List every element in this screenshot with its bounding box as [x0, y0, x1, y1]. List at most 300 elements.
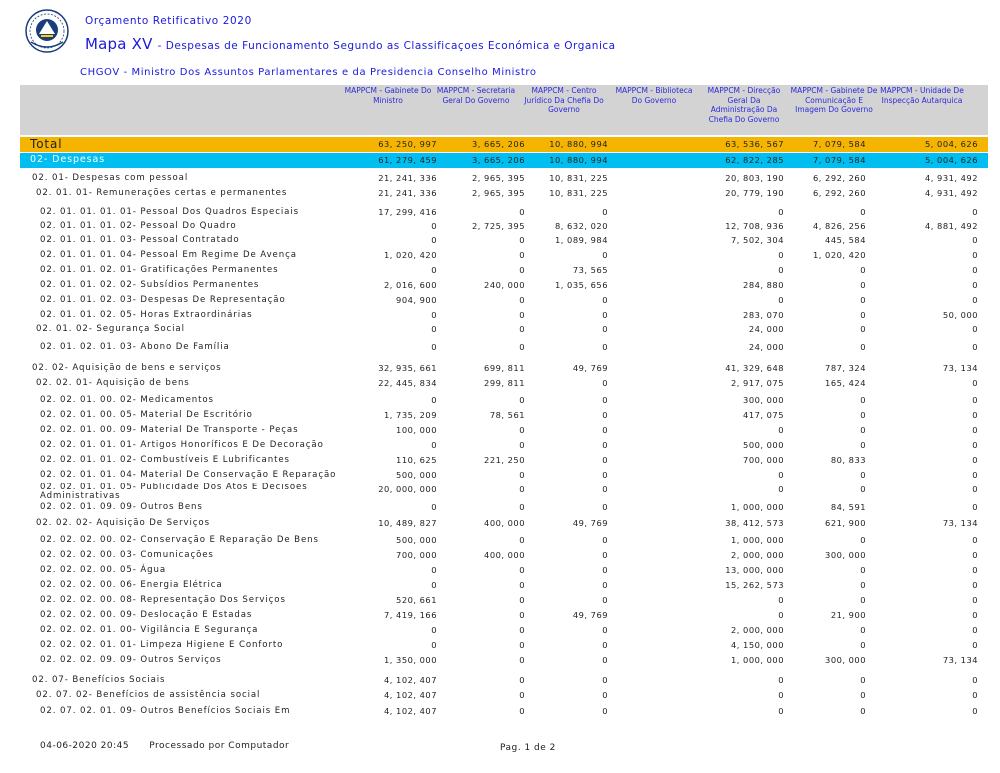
- value-cell: 21, 900: [830, 610, 866, 620]
- value-cell: 4, 150, 000: [730, 640, 784, 650]
- value-cell: 0: [519, 250, 525, 260]
- value-cell: 0: [972, 595, 978, 605]
- column-header: MAPPCM - Biblioteca Do Governo: [615, 86, 693, 105]
- row-label: 02. 02. 01- Aquisição de bens: [36, 378, 190, 388]
- row-label: 02. 02. 01. 01. 04- Material De Conservação E Reparação: [40, 470, 337, 480]
- value-cell: 1, 035, 656: [554, 280, 608, 290]
- value-cell: 0: [860, 640, 866, 650]
- column-header: MAPPCM - Centro Jurídico Da Chefia Do Governo: [524, 86, 604, 114]
- value-cell: 0: [972, 410, 978, 420]
- table-row: [20, 500, 988, 514]
- row-label: 02. 02. 02. 09. 09- Outros Serviços: [40, 655, 222, 665]
- value-cell: 0: [519, 235, 525, 245]
- table-row: [20, 308, 988, 322]
- row-label: 02. 01. 01. 02. 01- Gratificações Permanentes: [40, 265, 279, 275]
- row-label: 02. 01- Despesas com pessoal: [32, 173, 189, 183]
- table-row: [20, 453, 988, 467]
- value-cell: 0: [860, 484, 866, 494]
- row-label: 02. 02. 02. 00. 02- Conservação E Reparação De Bens: [40, 535, 319, 545]
- value-cell: 0: [860, 395, 866, 405]
- value-cell: 0: [519, 595, 525, 605]
- value-cell: 1, 000, 000: [730, 535, 784, 545]
- value-cell: 0: [860, 440, 866, 450]
- value-cell: 0: [860, 265, 866, 275]
- row-label: 02. 07- Benefícios Sociais: [32, 675, 166, 685]
- table-row: [20, 533, 988, 547]
- table-row: [20, 704, 988, 718]
- value-cell: 0: [972, 324, 978, 334]
- value-cell: 0: [431, 625, 437, 635]
- value-cell: 21, 241, 336: [378, 188, 437, 198]
- row-label: 02. 02. 02. 00. 03- Comunicações: [40, 550, 214, 560]
- value-cell: 0: [778, 675, 784, 685]
- row-label: 02. 02. 02. 00. 08- Representação Dos Serviços: [40, 595, 286, 605]
- value-cell: 300, 000: [743, 395, 784, 405]
- value-cell: 0: [602, 207, 608, 217]
- value-cell: 61, 279, 459: [378, 155, 437, 165]
- value-cell: 0: [972, 625, 978, 635]
- value-cell: 0: [602, 595, 608, 605]
- value-cell: 0: [778, 470, 784, 480]
- value-cell: 5, 004, 626: [924, 155, 978, 165]
- coat-of-arms-logo: [24, 8, 70, 54]
- row-label: 02. 02. 02. 00. 05- Água: [40, 565, 167, 575]
- value-cell: 7, 502, 304: [730, 235, 784, 245]
- value-cell: 0: [431, 342, 437, 352]
- value-cell: 80, 833: [830, 455, 866, 465]
- value-cell: 0: [519, 580, 525, 590]
- row-label: 02. 02. 02. 00. 06- Energia Elétrica: [40, 580, 223, 590]
- value-cell: 0: [860, 470, 866, 480]
- value-cell: 221, 250: [484, 455, 525, 465]
- organization-line: CHGOV - Ministro Dos Assuntos Parlamentares e da Presidencia Conselho Ministro: [80, 67, 537, 78]
- table-row: [20, 482, 988, 500]
- value-cell: 299, 811: [484, 378, 525, 388]
- row-label: 02. 02. 02. 00. 09- Deslocação E Estadas: [40, 610, 253, 620]
- value-cell: 0: [602, 484, 608, 494]
- value-cell: 22, 445, 834: [378, 378, 437, 388]
- row-label: 02. 01. 01. 02. 03- Despesas De Representação: [40, 295, 286, 305]
- table-row: [20, 578, 988, 592]
- value-cell: 0: [602, 565, 608, 575]
- value-cell: 24, 000: [748, 324, 784, 334]
- value-cell: 0: [519, 675, 525, 685]
- value-cell: 400, 000: [484, 550, 525, 560]
- value-cell: 0: [519, 640, 525, 650]
- value-cell: 0: [602, 625, 608, 635]
- value-cell: 0: [602, 250, 608, 260]
- value-cell: 0: [519, 565, 525, 575]
- table-row: [20, 638, 988, 652]
- value-cell: 0: [860, 580, 866, 590]
- table-row: [20, 361, 988, 375]
- value-cell: 0: [972, 207, 978, 217]
- row-label: 02. 02. 01. 00. 05- Material De Escritório: [40, 410, 253, 420]
- row-label: 02. 01. 02. 01. 03- Abono De Família: [40, 342, 230, 352]
- value-cell: 2, 725, 395: [471, 221, 525, 231]
- value-cell: 0: [778, 610, 784, 620]
- value-cell: 1, 089, 984: [554, 235, 608, 245]
- value-cell: 0: [602, 455, 608, 465]
- value-cell: 1, 735, 209: [383, 410, 437, 420]
- table-row: [20, 548, 988, 562]
- value-cell: 700, 000: [396, 550, 437, 560]
- value-cell: 0: [431, 235, 437, 245]
- value-cell: 4, 102, 407: [383, 690, 437, 700]
- value-cell: 621, 900: [825, 518, 866, 528]
- table-row: [20, 608, 988, 622]
- value-cell: 12, 708, 936: [725, 221, 784, 231]
- table-row: [20, 623, 988, 637]
- value-cell: 0: [972, 425, 978, 435]
- table-row: [20, 186, 988, 200]
- value-cell: 20, 803, 190: [725, 173, 784, 183]
- table-row: [20, 293, 988, 307]
- value-cell: 300, 000: [825, 655, 866, 665]
- value-cell: 0: [519, 484, 525, 494]
- value-cell: 0: [519, 440, 525, 450]
- value-cell: 4, 102, 407: [383, 675, 437, 685]
- table-row: [20, 673, 988, 687]
- table-row: [20, 408, 988, 422]
- value-cell: 49, 769: [572, 610, 608, 620]
- value-cell: 7, 079, 584: [812, 155, 866, 165]
- value-cell: 50, 000: [942, 310, 978, 320]
- row-label: 02. 02. 02. 01. 01- Limpeza Higiene E Conforto: [40, 640, 284, 650]
- value-cell: 0: [860, 324, 866, 334]
- value-cell: 0: [602, 502, 608, 512]
- row-label: 02. 02. 01. 01. 02- Combustíveis E Lubrificantes: [40, 455, 290, 465]
- value-cell: 3, 665, 206: [471, 139, 525, 149]
- value-cell: 0: [602, 690, 608, 700]
- row-label: 02. 01. 01. 02. 05- Horas Extraordinárias: [40, 310, 253, 320]
- row-label: 02. 01. 01. 01. 04- Pessoal Em Regime De Avença: [40, 250, 297, 260]
- value-cell: 0: [972, 690, 978, 700]
- value-cell: 0: [778, 484, 784, 494]
- value-cell: 0: [778, 706, 784, 716]
- value-cell: 0: [972, 484, 978, 494]
- value-cell: 73, 134: [942, 518, 978, 528]
- table-row: [20, 688, 988, 702]
- value-cell: 0: [519, 535, 525, 545]
- column-header: MAPPCM - Secretaria Geral Do Governo: [436, 86, 516, 105]
- value-cell: 2, 917, 075: [730, 378, 784, 388]
- value-cell: 7, 079, 584: [812, 139, 866, 149]
- value-cell: 904, 900: [396, 295, 437, 305]
- value-cell: 0: [972, 342, 978, 352]
- value-cell: 0: [972, 455, 978, 465]
- footer-processed: Processado por Computador: [149, 741, 290, 751]
- row-label: 02. 01. 01. 01. 03- Pessoal Contratado: [40, 235, 240, 245]
- table-row: [20, 423, 988, 437]
- value-cell: 10, 831, 225: [549, 173, 608, 183]
- value-cell: 0: [602, 310, 608, 320]
- value-cell: 0: [860, 342, 866, 352]
- row-label: 02. 02. 02- Aquisição De Serviços: [36, 518, 210, 528]
- value-cell: 8, 632, 020: [554, 221, 608, 231]
- value-cell: 445, 584: [825, 235, 866, 245]
- value-cell: 0: [972, 610, 978, 620]
- value-cell: 0: [778, 295, 784, 305]
- value-cell: 0: [860, 535, 866, 545]
- value-cell: 0: [972, 565, 978, 575]
- value-cell: 0: [602, 640, 608, 650]
- value-cell: 0: [778, 690, 784, 700]
- table-row: [20, 438, 988, 452]
- table-row: [20, 340, 988, 354]
- value-cell: 0: [972, 535, 978, 545]
- value-cell: 2, 000, 000: [730, 550, 784, 560]
- value-cell: 0: [519, 690, 525, 700]
- row-label: 02. 07. 02- Benefícios de assistência social: [36, 690, 261, 700]
- column-header: MAPPCM - Gabinete De Comunicação E Imagem Do Governo: [790, 86, 878, 114]
- value-cell: 0: [860, 310, 866, 320]
- value-cell: 62, 822, 285: [725, 155, 784, 165]
- budget-title: Orçamento Retificativo 2020: [85, 15, 252, 27]
- value-cell: 1, 020, 420: [383, 250, 437, 260]
- value-cell: 0: [519, 395, 525, 405]
- row-label: 02. 07. 02. 01. 09- Outros Benefícios Sociais Em: [40, 706, 291, 716]
- value-cell: 63, 250, 997: [378, 139, 437, 149]
- value-cell: 0: [602, 425, 608, 435]
- mapa-heading: [85, 34, 616, 53]
- page-number: Pag. 1 de 2: [500, 743, 556, 753]
- value-cell: 700, 000: [743, 455, 784, 465]
- value-cell: 0: [972, 265, 978, 275]
- value-cell: 63, 536, 567: [725, 139, 784, 149]
- value-cell: 240, 000: [484, 280, 525, 290]
- table-row: [20, 516, 988, 530]
- value-cell: 0: [972, 295, 978, 305]
- value-cell: 0: [431, 324, 437, 334]
- value-cell: 0: [431, 395, 437, 405]
- value-cell: 0: [602, 655, 608, 665]
- value-cell: 1, 000, 000: [730, 655, 784, 665]
- row-label: 02. 01. 01. 01. 01- Pessoal Dos Quadros Especiais: [40, 207, 299, 217]
- value-cell: 0: [602, 324, 608, 334]
- value-cell: 787, 324: [825, 363, 866, 373]
- value-cell: 73, 565: [572, 265, 608, 275]
- value-cell: 0: [602, 550, 608, 560]
- value-cell: 78, 561: [489, 410, 525, 420]
- value-cell: 2, 000, 000: [730, 625, 784, 635]
- value-cell: 4, 881, 492: [924, 221, 978, 231]
- value-cell: 0: [972, 470, 978, 480]
- value-cell: 0: [860, 565, 866, 575]
- value-cell: 4, 931, 492: [924, 188, 978, 198]
- value-cell: 0: [602, 342, 608, 352]
- value-cell: 0: [972, 440, 978, 450]
- value-cell: 0: [860, 280, 866, 290]
- value-cell: 0: [972, 550, 978, 560]
- value-cell: 0: [431, 580, 437, 590]
- value-cell: 1, 020, 420: [812, 250, 866, 260]
- value-cell: 0: [519, 324, 525, 334]
- row-label: 02. 01. 01- Remunerações certas e permanentes: [36, 188, 288, 198]
- value-cell: 0: [519, 310, 525, 320]
- table-row: [20, 233, 988, 247]
- value-cell: 0: [860, 675, 866, 685]
- total-row: [20, 137, 988, 152]
- value-cell: 0: [519, 655, 525, 665]
- value-cell: 165, 424: [825, 378, 866, 388]
- value-cell: 0: [431, 565, 437, 575]
- value-cell: 6, 292, 260: [812, 173, 866, 183]
- value-cell: 0: [778, 207, 784, 217]
- value-cell: 84, 591: [830, 502, 866, 512]
- value-cell: 0: [431, 502, 437, 512]
- despesas-row: [20, 153, 988, 168]
- value-cell: 520, 661: [396, 595, 437, 605]
- table-row: [20, 205, 988, 219]
- value-cell: 5, 004, 626: [924, 139, 978, 149]
- column-header: MAPPCM - Direcção Geral Da Administração Da Chefia Do Governo: [707, 86, 781, 124]
- value-cell: 0: [519, 625, 525, 635]
- value-cell: 0: [860, 295, 866, 305]
- value-cell: 0: [860, 706, 866, 716]
- value-cell: 10, 880, 994: [549, 155, 608, 165]
- table-row: [20, 593, 988, 607]
- table-row: [20, 563, 988, 577]
- value-cell: 0: [519, 470, 525, 480]
- value-cell: 10, 831, 225: [549, 188, 608, 198]
- value-cell: 0: [972, 502, 978, 512]
- value-cell: 0: [972, 235, 978, 245]
- value-cell: 0: [778, 425, 784, 435]
- value-cell: 17, 299, 416: [378, 207, 437, 217]
- value-cell: 10, 489, 827: [378, 518, 437, 528]
- value-cell: 100, 000: [396, 425, 437, 435]
- value-cell: 0: [519, 265, 525, 275]
- value-cell: 0: [519, 706, 525, 716]
- value-cell: 6, 292, 260: [812, 188, 866, 198]
- row-label: 02. 02. 02. 01. 00- Vigilância E Segurança: [40, 625, 259, 635]
- table-row: [20, 263, 988, 277]
- value-cell: 73, 134: [942, 655, 978, 665]
- value-cell: 0: [602, 395, 608, 405]
- value-cell: 500, 000: [396, 470, 437, 480]
- table-row: [20, 219, 988, 233]
- value-cell: 283, 070: [743, 310, 784, 320]
- value-cell: 4, 102, 407: [383, 706, 437, 716]
- value-cell: 2, 965, 395: [471, 188, 525, 198]
- value-cell: 0: [602, 295, 608, 305]
- value-cell: 0: [972, 378, 978, 388]
- value-cell: 10, 880, 994: [549, 139, 608, 149]
- value-cell: 73, 134: [942, 363, 978, 373]
- value-cell: 49, 769: [572, 363, 608, 373]
- value-cell: 0: [431, 440, 437, 450]
- value-cell: 0: [602, 580, 608, 590]
- value-cell: 0: [860, 595, 866, 605]
- mapa-title: Mapa XV: [85, 35, 153, 53]
- value-cell: 500, 000: [743, 440, 784, 450]
- value-cell: 13, 000, 000: [725, 565, 784, 575]
- value-cell: 49, 769: [572, 518, 608, 528]
- value-cell: 0: [431, 310, 437, 320]
- value-cell: 0: [602, 440, 608, 450]
- value-cell: 110, 625: [396, 455, 437, 465]
- value-cell: 0: [860, 625, 866, 635]
- value-cell: 32, 935, 661: [378, 363, 437, 373]
- value-cell: 0: [519, 342, 525, 352]
- row-label: 02. 02. 01. 00. 02- Medicamentos: [40, 395, 214, 405]
- column-header: MAPPCM - Unidade De Inspecção Autarquica: [880, 86, 964, 105]
- row-label: 02. 01. 02- Segurança Social: [36, 324, 185, 334]
- value-cell: 0: [431, 640, 437, 650]
- table-row: [20, 393, 988, 407]
- value-cell: 1, 000, 000: [730, 502, 784, 512]
- value-cell: 0: [519, 610, 525, 620]
- value-cell: 0: [972, 706, 978, 716]
- value-cell: 4, 931, 492: [924, 173, 978, 183]
- value-cell: 0: [519, 207, 525, 217]
- value-cell: 417, 075: [743, 410, 784, 420]
- value-cell: 0: [519, 502, 525, 512]
- value-cell: 15, 262, 573: [725, 580, 784, 590]
- value-cell: 400, 000: [484, 518, 525, 528]
- row-label: 02. 01. 01. 01. 02- Pessoal Do Quadro: [40, 221, 237, 231]
- value-cell: 699, 811: [484, 363, 525, 373]
- value-cell: 38, 412, 573: [725, 518, 784, 528]
- value-cell: 2, 965, 395: [471, 173, 525, 183]
- value-cell: 0: [860, 207, 866, 217]
- row-label: 02. 02- Aquisição de bens e serviços: [32, 363, 222, 373]
- value-cell: 0: [972, 640, 978, 650]
- footer-timestamp: 04-06-2020 20:45: [40, 741, 130, 751]
- footer-info: [40, 741, 289, 751]
- value-cell: 2, 016, 600: [383, 280, 437, 290]
- table-row: [20, 278, 988, 292]
- value-cell: 0: [778, 265, 784, 275]
- table-row: [20, 468, 988, 482]
- value-cell: 20, 000, 000: [378, 484, 437, 494]
- table-row: [20, 322, 988, 336]
- value-cell: 0: [602, 470, 608, 480]
- value-cell: 0: [602, 378, 608, 388]
- row-label: 02- Despesas: [30, 154, 106, 165]
- value-cell: 300, 000: [825, 550, 866, 560]
- value-cell: 0: [778, 250, 784, 260]
- value-cell: 0: [431, 265, 437, 275]
- value-cell: 0: [602, 410, 608, 420]
- value-cell: 0: [972, 580, 978, 590]
- value-cell: 0: [972, 395, 978, 405]
- value-cell: 0: [602, 706, 608, 716]
- row-label: 02. 02. 01. 01. 01- Artigos Honoríficos E De Decoração: [40, 440, 324, 450]
- row-label: Total: [30, 137, 63, 151]
- value-cell: 0: [519, 425, 525, 435]
- mapa-subtitle: - Despesas de Funcionamento Segundo as Classificaçoes Económica e Organica: [157, 40, 616, 52]
- value-cell: 0: [778, 595, 784, 605]
- row-label: 02. 02. 01. 00. 09- Material De Transporte - Peças: [40, 425, 299, 435]
- value-cell: 0: [519, 295, 525, 305]
- value-cell: 0: [972, 280, 978, 290]
- value-cell: 0: [860, 425, 866, 435]
- table-row: [20, 248, 988, 262]
- column-header: MAPPCM - Gabinete Do Ministro: [344, 86, 432, 105]
- value-cell: 24, 000: [748, 342, 784, 352]
- value-cell: 3, 665, 206: [471, 155, 525, 165]
- value-cell: 1, 350, 000: [383, 655, 437, 665]
- row-label: 02. 01. 01. 02. 02- Subsídios Permanentes: [40, 280, 260, 290]
- table-row: [20, 376, 988, 390]
- row-label: 02. 02. 01. 09. 09- Outros Bens: [40, 502, 203, 512]
- value-cell: 0: [431, 221, 437, 231]
- value-cell: 0: [602, 675, 608, 685]
- value-cell: 500, 000: [396, 535, 437, 545]
- value-cell: 0: [972, 675, 978, 685]
